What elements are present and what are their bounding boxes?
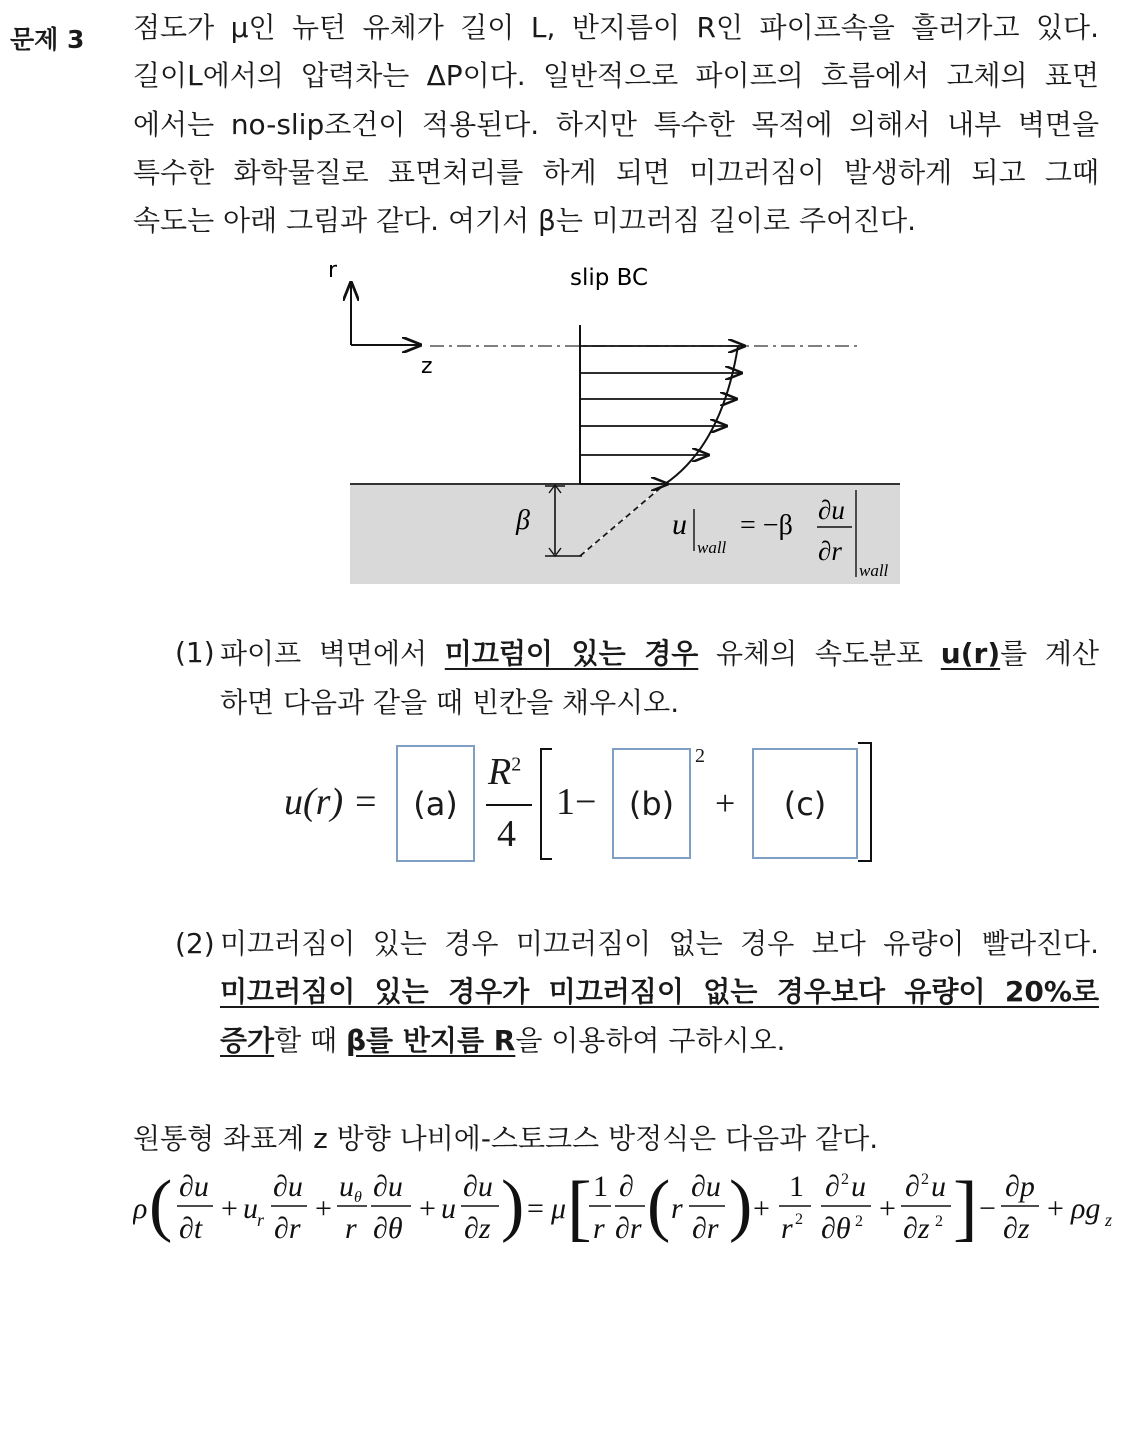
svg-text:+: +	[221, 1192, 238, 1225]
bc-equals-beta: = −β	[740, 510, 793, 541]
bc-wall-sub-2: wall	[859, 561, 889, 580]
intro-line-2: 길이L에서의 압력차는 ΔP이다. 일반적으로 파이프의 흐름에서 고체의 표면	[133, 59, 1099, 92]
right-bracket	[858, 742, 872, 862]
left-bracket	[540, 748, 552, 860]
q2-number: (2)	[175, 927, 215, 960]
q1-text-b: 유체의 속도분포	[698, 637, 941, 670]
q2-line-1: 미끄러짐이 있는 경우 미끄러짐이 없는 경우 보다 유량이 빨라진다.	[220, 927, 1099, 960]
frac-bar	[486, 804, 532, 806]
svg-text:∂u: ∂u	[179, 1170, 209, 1203]
q1-number: (1)	[175, 636, 215, 669]
svg-text:u: u	[931, 1170, 946, 1203]
svg-text:∂z: ∂z	[903, 1212, 930, 1245]
svg-text:ρg: ρg	[1071, 1192, 1101, 1225]
svg-text:1: 1	[593, 1170, 608, 1203]
svg-text:r: r	[257, 1210, 265, 1230]
svg-text:2: 2	[855, 1213, 863, 1230]
bc-denominator: ∂r	[818, 536, 842, 566]
svg-text:u: u	[441, 1192, 456, 1225]
svg-text:+: +	[753, 1192, 770, 1225]
q2-emphasis-beta: β를 반지름 R	[346, 1024, 516, 1057]
slip-velocity-figure	[320, 255, 920, 590]
svg-text:+: +	[419, 1192, 436, 1225]
q1-line-2: 하면 다음과 같을 때 빈칸을 채우시오.	[220, 686, 680, 719]
svg-text:u: u	[339, 1170, 354, 1203]
svg-text:2: 2	[935, 1213, 943, 1230]
svg-text:∂: ∂	[905, 1170, 920, 1203]
svg-text:r: r	[781, 1212, 793, 1245]
problem-label: 문제 3	[10, 25, 85, 54]
intro-line-1: 점도가 μ인 뉴턴 유체가 길이 L, 반지름이 R인 파이프속을 흘러가고 있다.	[133, 11, 1099, 44]
svg-text:[: [	[567, 1167, 592, 1249]
frac-denominator: 4	[497, 813, 516, 855]
svg-text:∂p: ∂p	[1005, 1170, 1035, 1203]
svg-text:∂θ: ∂θ	[821, 1212, 851, 1245]
r-axis-label: r	[328, 258, 338, 283]
navier-stokes-equation	[133, 1160, 1143, 1260]
svg-text:u: u	[851, 1170, 866, 1203]
svg-text:∂u: ∂u	[373, 1170, 403, 1203]
svg-text:r: r	[345, 1212, 357, 1245]
beta-label: β	[516, 505, 530, 536]
svg-text:θ: θ	[354, 1189, 362, 1206]
q1-text-c: 를 계산	[1000, 637, 1100, 670]
svg-text:r: r	[593, 1212, 605, 1245]
svg-text:2: 2	[841, 1171, 849, 1188]
svg-text:u: u	[243, 1192, 258, 1225]
svg-text:μ: μ	[551, 1192, 567, 1225]
svg-text:=: =	[527, 1192, 544, 1225]
svg-text:(: (	[149, 1167, 173, 1244]
eq-exponent: 2	[695, 745, 705, 767]
svg-text:(: (	[647, 1167, 671, 1244]
svg-text:2: 2	[921, 1171, 929, 1188]
q1-text-a: 파이프 벽면에서	[220, 637, 445, 670]
q2-emphasis-increase: 증가	[220, 1024, 275, 1057]
svg-text:]: ]	[953, 1167, 978, 1249]
q1-line-1	[220, 632, 1099, 672]
svg-text:−: −	[979, 1192, 996, 1225]
svg-text:∂θ: ∂θ	[373, 1212, 403, 1245]
svg-text:∂z: ∂z	[1003, 1212, 1030, 1245]
svg-text:∂t: ∂t	[179, 1212, 203, 1245]
bc-wall-sub: wall	[697, 538, 727, 557]
svg-text:∂u: ∂u	[273, 1170, 303, 1203]
svg-text:∂u: ∂u	[463, 1170, 493, 1203]
frac-numerator: $R^2$	[488, 751, 522, 793]
eq-one-minus: 1−	[556, 781, 597, 823]
svg-text:∂: ∂	[825, 1170, 840, 1203]
svg-text:∂r: ∂r	[274, 1212, 301, 1245]
svg-text:): )	[501, 1167, 525, 1244]
svg-text:z: z	[1105, 1210, 1113, 1230]
q1-emphasis: 미끄럼이 있는 경우	[444, 637, 699, 670]
z-axis-label: z	[421, 354, 433, 379]
eq-plus: +	[715, 783, 736, 823]
blank-b[interactable]: (b)	[612, 748, 691, 859]
svg-text:+: +	[1047, 1192, 1064, 1225]
bc-numerator: ∂u	[818, 495, 845, 525]
svg-text:∂r: ∂r	[615, 1212, 642, 1245]
figure-title: slip BC	[570, 265, 649, 291]
svg-text:∂r: ∂r	[692, 1212, 719, 1245]
q2-line-3: 증가할 때 β를 반지름 R을 이용하여 구하시오.	[220, 1024, 786, 1057]
svg-text:+: +	[315, 1192, 332, 1225]
intro-line-5: 속도는 아래 그림과 같다. 여기서 β는 미끄러짐 길이로 주어진다.	[133, 204, 917, 237]
svg-text:r: r	[671, 1192, 683, 1225]
eq-lhs: u(r) =	[284, 781, 379, 823]
svg-text:∂z: ∂z	[464, 1212, 491, 1245]
intro-line-4: 특수한 화학물질로 표면처리를 하게 되면 미끄러짐이 발생하게 되고 그때	[133, 156, 1099, 189]
svg-text:1: 1	[789, 1170, 804, 1203]
q2-line-2: 미끄러짐이 있는 경우가 미끄러짐이 없는 경우보다 유량이 20%로	[220, 975, 1099, 1008]
blank-a[interactable]: (a)	[396, 745, 475, 862]
svg-text:+: +	[879, 1192, 896, 1225]
intro-line-3: 에서는 no-slip조건이 적용된다. 하지만 특수한 목적에 의해서 내부 벽면을	[133, 108, 1099, 141]
svg-text:∂u: ∂u	[691, 1170, 721, 1203]
svg-text:ρ: ρ	[133, 1192, 148, 1225]
svg-text:∂: ∂	[619, 1170, 634, 1203]
q1-u-of-r: u(r)	[940, 637, 1001, 670]
ns-intro: 원통형 좌표계 z 방향 나비에-스토크스 방정식은 다음과 같다.	[133, 1122, 879, 1155]
blank-c[interactable]: (c)	[752, 748, 858, 859]
bc-u: u	[672, 508, 687, 541]
svg-text:2: 2	[795, 1211, 803, 1228]
svg-text:): )	[729, 1167, 753, 1244]
